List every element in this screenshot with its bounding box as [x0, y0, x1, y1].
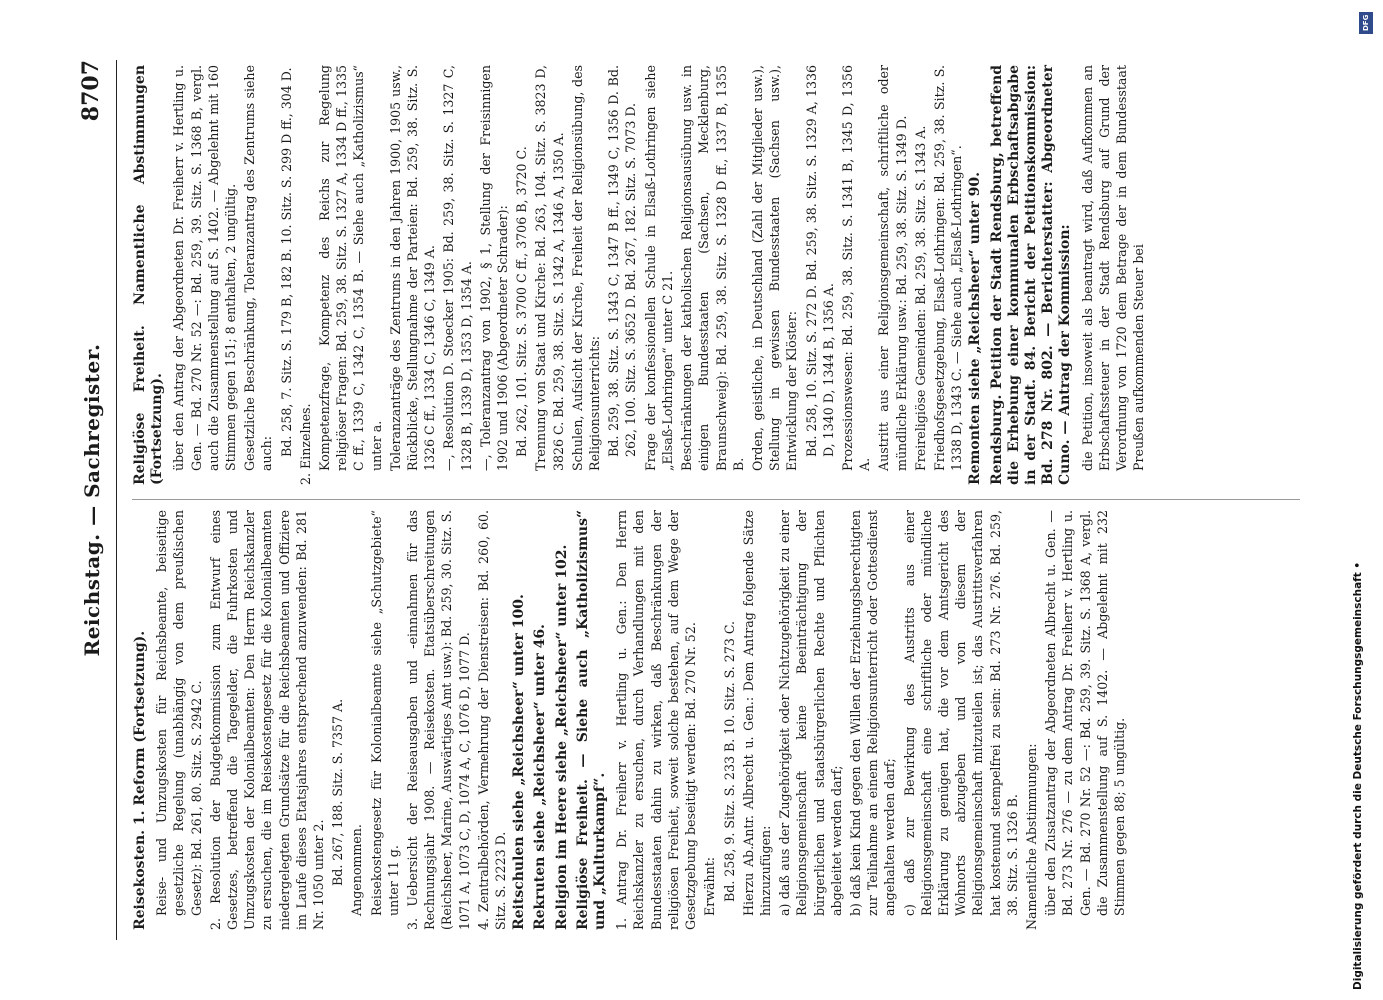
- index-heading: Rekruten siehe „Reichsheer“ unter 46.: [532, 624, 549, 930]
- right-column: [132, 65, 1300, 485]
- index-entry: Schulen, Aufsicht der Kirche, Freiheit der Religionsübung, des Religionsunterrichts:: [569, 65, 603, 471]
- index-entry: Trennung von Staat und Kirche: Bd. 263, 104. Sitz. S. 3823 D, 3826 C. Bd. 259, 38. Sitz. S. 1342 A, 1346 A, 1350 A.: [533, 65, 566, 471]
- index-entry: Prozessionswesen: Bd. 259, 38. Sitz. S. 1341 B, 1345 D, 1356 A.: [839, 65, 873, 471]
- index-heading: Reisekosten. 1. Reform (Fortsetzung).: [132, 630, 148, 930]
- index-entry: Toleranzanträge des Zentrums in den Jahren 1900, 1905 usw., Rückblicke, Stellungnahme der Parteien: Bd. 259, 38. Sitz. S. 1326 C ff., 1334 C, 1346 C, 1349 A.: [387, 65, 438, 471]
- index-entry: Erwähnt:: [702, 856, 718, 916]
- index-entry: Bd. 258, 10. Sitz. S. 272 D. Bd. 259, 38. Sitz. S. 1329 A, 1336 D, 1340 D, 1344 B, 1356 A.: [803, 65, 836, 457]
- index-entry: b) daß kein Kind gegen den Willen der Erziehungsberechtigten zur Teilnahme an einem Religionsunterricht oder Gottesdienst angehalten werden darf;: [847, 510, 898, 916]
- index-entry: Bd. 267, 188. Sitz. S. 7357 A.: [330, 698, 346, 886]
- index-entry: Orden, geistliche, in Deutschland (Zahl der Mitglieder usw.), Stellung in gewissen Bundesstaaten (Sachsen usw.), Entwicklung der Klöster:: [749, 65, 800, 471]
- page-number: 8707: [78, 60, 104, 122]
- index-entry: Reise- und Umzugskosten für Reichsbeamte, beiseitige gesetzliche Regelung (unabhängig von dem preußischen Gesetz): Bd. 261, 80. Sitz. S. 2942 C.: [154, 510, 204, 916]
- index-entry: Bd. 262, 101. Sitz. S. 3700 C ff., 3706 B, 3720 C.: [514, 146, 530, 457]
- index-entry: über den Zusatzantrag der Abgeordneten Albrecht u. Gen. — Bd. 273 Nr. 276 — zu dem Antrag Dr. Freiherr v. Hertling u. Gen. — Bd. 270 Nr. 52 —: Bd. 259, 39. Sitz. S. 1368 A, vergl. die Zusammenstellung auf S. 1402. — Abgelehnt mit 232 Stimmen gegen 88; 5 ungültig.: [1043, 510, 1127, 916]
- index-entry: Friedhofsgesetzgebung, Elsaß-Lothringen: Bd. 259, 38. Sitz. S. 1338 D, 1343 C. — Siehe auch „Elsaß-Lothringen“.: [931, 65, 965, 471]
- index-heading: Religiöse Freiheit. — Siehe auch „Katholizismus“ und „Kulturkampf“.: [574, 510, 609, 930]
- index-entry: über den Antrag der Abgeordneten Dr. Freiherr v. Hertling u. Gen. — Bd. 270 Nr. 52 —: Bd. 259, 39. Sitz. S. 1368 B, vergl. auch die Zusammenstellung auf S. 1402. — Abgelehnt mit 160 Stimmen gegen 151; 8 enthalten, 2 ungültig.: [171, 65, 239, 471]
- column-divider: [132, 499, 1300, 500]
- index-heading: Religion im Heere siehe „Reichsheer“ unter 102.: [553, 544, 570, 930]
- index-heading: Rendsburg. Petition der Stadt Rendsburg, betreffend die Erhebung einer kommunalen Erbschaftsabgabe in der Stadt. 84. Bericht der Petitionskommission: Bd. 278 Nr. 802. — Berichterstatter: Abgeordneter Cuno. — Antrag der Kommission:: [988, 65, 1074, 485]
- index-heading: Reitschulen siehe „Reichsheer“ unter 100.: [511, 594, 528, 930]
- running-title: Reichstag. — Sachregister.: [80, 343, 104, 657]
- index-entry: Bd. 258, 7. Sitz. S. 179 B, 182 B. 10. Sitz. S. 299 D ff., 304 D.: [278, 67, 294, 457]
- index-entry: Angenommen.: [349, 824, 365, 916]
- index-entry: Austritt aus einer Religionsgemeinschaft, schriftliche oder mündliche Erklärung usw.: Bd. 259, 38. Sitz. S. 1349 D.: [876, 65, 909, 471]
- index-entry: Frage der konfessionellen Schule in Elsaß-Lothringen siehe „Elsaß-Lothringen“ unter C 21.: [642, 65, 675, 471]
- scanned-page: [40, 0, 1340, 1000]
- index-entry: Reisekostengesetz für Kolonialbeamte siehe „Schutzgebiete“ unter 11 g.: [368, 510, 401, 916]
- left-column: [132, 510, 1300, 930]
- index-entry: Kompetenzfrage, Kompetenz des Reichs zur Regelung religiöser Fragen: Bd. 259, 38. Sitz. S. 1327 A, 1334 D ff., 1335 C ff., 1339 C, 1342 C, 1354 B. — Siehe auch „Katholizismus“ unter a.: [317, 65, 384, 471]
- index-entry: die Petition, insoweit als beantragt wird, daß Aufkommen an Erbschaftssteuer in der Stadt Rendsburg auf Grund der Verordnung von 1720 dem Betrage der in dem Bundesstaat Preußen aufkommenden Steuer bei: [1079, 65, 1147, 471]
- index-entry: Bd. 258, 9. Sitz. S. 233 B. 10. Sitz. S. 273 C.: [721, 620, 737, 902]
- index-entry: c) daß zur Bewirkung des Austritts aus einer Religionsgemeinschaft eine schriftliche oder mündliche Erklärung zu genügen hat, die vor dem Amtsgericht des Wohnorts abzugeben und von diesem der Religionsgemeinschaft mitzuteilen ist; das Austrittsverfahren hat kostenund stempelfrei zu sein: Bd. 273 Nr. 276. Bd. 259, 38. Sitz. S. 1326 B.: [901, 510, 1020, 916]
- index-heading: Religiöse Freiheit. Namentliche Abstimmungen (Fortsetzung).: [132, 65, 166, 485]
- index-entry: Beschränkungen der katholischen Religionsausübung usw. in einigen Bundesstaaten (Sachsen, Mecklenburg, Braunschweig): Bd. 259, 38. Sitz. S. 1328 D ff., 1337 B, 1355 B.: [679, 65, 746, 471]
- index-heading: Remonten siehe „Reichsheer“ unter 90.: [967, 171, 984, 485]
- index-entry: 2. Resolution der Budgetkommission zum Entwurf eines Gesetzes, betreffend die Tagegelder, die Fuhrkosten und Umzugskosten der Kolonialbeamten: Den Herrn Reichskanzler zu ersuchen, die im Reisekostengesetz für die Kolonialbeamten niedergelegten Grundsätze für die Reichsbeamten und Offiziere im Laufe dieses Etatsjahres entsprechend anzuwenden: Bd. 281 Nr. 1050 unter 2.: [207, 510, 327, 930]
- index-entry: 1. Antrag Dr. Freiherr v. Hertling u. Gen.: Den Herrn Reichskanzler zu ersuchen, durch Verhandlungen mit den Bundesstaaten dahin zu wirken, daß Beschränkungen der religiösen Freiheit, soweit solche bestehen, auf dem Wege der Gesetzgebung beseitigt werden: Bd. 270 Nr. 52.: [614, 510, 699, 930]
- page-header: [70, 60, 117, 940]
- index-entry: —, Toleranzantrag von 1902, § 1, Stellung der Freisinnigen 1902 und 1906 (Abgeordneter Schrader):: [477, 65, 511, 471]
- digitization-note: Digitalisierung gefördert durch die Deutsche Forschungsgemeinschaft •: [1352, 561, 1364, 990]
- index-entry: Namentliche Abstimmungen:: [1023, 743, 1039, 930]
- index-entry: —, Resolution D. Stoecker 1905: Bd. 259, 38. Sitz. S. 1327 C, 1328 B, 1339 D, 1353 D, 1354 A.: [441, 65, 474, 471]
- index-entry: Hierzu Ab.Antr. Albrecht u. Gen.: Dem Antrag folgende Sätze hinzuzufügen:: [740, 510, 773, 916]
- dfg-logo: DFG: [1359, 12, 1373, 34]
- index-entry: Gesetzliche Beschränkung, Toleranzantrag des Zentrums siehe auch:: [242, 65, 275, 471]
- index-entry: 4. Zentralbehörden, Vermehrung der Dienstreisen: Bd. 260, 60. Sitz. S. 2223 D.: [475, 510, 509, 930]
- index-entry: Freireligiöse Gemeinden: Bd. 259, 38. Sitz. S. 1343 A.: [912, 125, 928, 471]
- index-entry: 3. Uebersicht der Reiseausgaben und -einnahmen für das Rechnungsjahr 1908. — Reisekosten. Etatsüberschreitungen (Reichsheer, Marine, Auswärtiges Amt usw.): Bd. 259, 30. Sitz. S. 1071 A, 1073 C, D, 1074 A, C, 1076 D, 1077 D.: [405, 510, 472, 930]
- index-entry: 2. Einzelnes.: [297, 403, 313, 485]
- index-entry: a) daß aus der Zugehörigkeit oder Nichtzugehörigkeit zu einer Religionsgemeinschaft keine Beeinträchtigung der bürgerlichen und staatsbürgerlichen Rechte und Pflichten abgeleitet werden darf;: [777, 510, 844, 916]
- index-entry: Bd. 259, 38. Sitz. S. 1343 C, 1347 B ff., 1349 C, 1356 D. Bd. 262, 100. Sitz. S. 3652 D. Bd. 267, 182. Sitz. S. 7073 D.: [606, 65, 639, 457]
